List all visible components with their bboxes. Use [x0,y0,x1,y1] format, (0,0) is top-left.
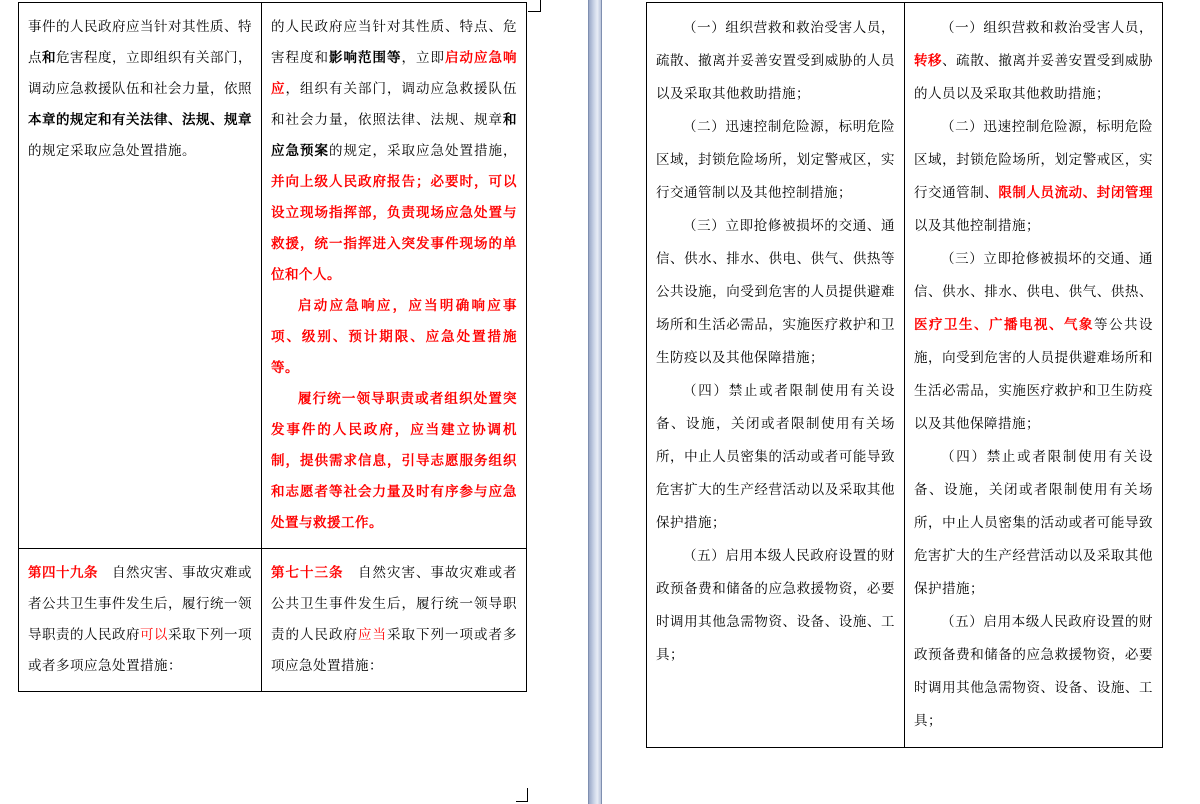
text-run: 采取下列一项或者多项应急处置措施： [28,627,252,673]
text-run: 自然灾害、事故灾难或者公共卫生事件发生后，履行统一领导职责的人民政府 [28,565,252,642]
paragraph [914,440,1153,605]
paragraph [271,557,517,681]
text-run: 采取下列一项或者多项应急处置措施： [271,627,517,673]
cell-text [28,557,252,681]
paragraph [914,242,1153,440]
text-run: （二）迅速控制危险源，标明危险区域，封锁危险场所，划定警戒区，实行交通管制以及其他控制措施； [656,119,895,200]
text-run: 启动应急响应，应当明确响应事项、级别、预计期限、应急处置措施等。 [271,298,517,375]
text-run: ，组织有关部门，调动应急救援队伍和社会力量，依照法律、法规、规章 [271,81,517,127]
comparison-table-left [18,2,527,692]
page-right-content [646,2,1162,792]
paragraph [656,374,895,539]
text-run: 应当 [358,627,387,642]
text-run: 履行统一领导职责或者组织处置突发事件的人民政府，应当建立协调机制，提供需求信息，引导志愿服务组织和志愿者等社会力量及时有序参与应急处置与救援工作。 [271,391,517,530]
text-run: （一）组织营救和救治受害人员，疏散、撤离并妥善安置受到威胁的人员以及采取其他救助措施； [656,20,895,101]
paragraph [656,539,895,671]
table-row [19,3,527,549]
new-law-article-72-continued [262,3,527,549]
paragraph [914,605,1153,737]
text-run: 限制人员流动、封闭管理 [998,185,1153,200]
cell-text [271,11,517,538]
text-run: 本章的规定和有关法律、法规、规章 [28,112,252,127]
text-run: 转移 [914,53,943,68]
text-run: 事件的人民政府应当针对其性质、特点 [28,19,252,65]
crop-mark-top-horizontal [528,11,541,12]
table-row [647,3,1163,748]
comparison-table-right [646,2,1163,748]
text-run: 自然灾害、事故灾难或者公共卫生事件发生后，履行统一领导职责的人民政府 [271,565,517,642]
text-run: 危害程度，立即组织有关部门，调动应急救援队伍和社会力量，依照 [28,50,252,96]
text-run: （五）启用本级人民政府设置的财政预备费和储备的应急救援物资，必要时调用其他急需物资、设备、设施、工具； [914,614,1153,728]
page-left-content [18,2,526,792]
crop-mark-bottom-vertical [527,788,528,802]
paragraph [656,11,895,110]
old-law-article-48-continued [19,3,262,549]
page-right [630,0,1200,804]
page-divider [560,0,630,804]
text-run: 的规定采取应急处置措施。 [28,143,196,158]
text-run: 启动应急响应 [271,50,517,96]
paragraph [656,209,895,374]
text-run: 以及其他控制措施； [914,218,1040,233]
new-law-article-73-items [905,3,1163,748]
text-run: 并向上级人民政府报告；必要时，可以设立现场指挥部，负责现场应急处置与救援，统一指挥进入突发事件现场的单位和个人。 [271,174,517,282]
text-run: 、疏散、撤离并妥善安置受到威胁的人员以及采取其他救助措施； [914,53,1153,101]
paragraph [914,11,1153,110]
cell-text [28,11,252,166]
paragraph [656,110,895,209]
paragraph [914,110,1153,242]
old-law-article-49-items [647,3,905,748]
text-run: ，立即 [401,50,445,65]
page-left [0,0,560,804]
text-run: 等公共设施，向受到危害的人员提供避难场所和生活必需品，实施医疗救护和卫生防疫以及其他保障措施； [914,317,1153,431]
text-run: （四）禁止或者限制使用有关设备、设施，关闭或者限制使用有关场所，中止人员密集的活动或者可能导致危害扩大的生产经营活动以及采取其他保护措施； [914,449,1153,596]
text-run: （三）立即抢修被损坏的交通、通信、供水、排水、供电、供气、供热等公共设施，向受到危害的人员提供避难场所和生活必需品，实施医疗救护和卫生防疫以及其他保障措施； [656,218,895,365]
cell-text [656,11,895,671]
text-run: （一）组织营救和救治受害人员， [941,20,1153,35]
text-run: 可以 [140,627,168,642]
text-run: （三）立即抢修被损坏的交通、通信、供水、排水、供电、供气、供热、 [914,251,1153,299]
cell-text [271,557,517,681]
table-body-right [647,3,1163,748]
cell-text [914,11,1153,737]
paragraph [28,557,252,681]
text-run: 和应急预案 [271,112,517,158]
text-run: 和 [42,50,56,65]
new-law-article-73 [262,549,527,692]
table-row [19,549,527,692]
paragraph [271,290,517,383]
text-run: 的规定，采取应急处置措施， [329,143,517,158]
table-body-left [19,3,527,692]
text-run: 的人民政府应当针对其性质、特点、危害程度和 [271,19,517,65]
text-run: 第四十九条 [28,565,98,580]
text-run: 医疗卫生、广播电视、气象 [914,317,1094,332]
text-run: （二）迅速控制危险源，标明危险区域，封锁危险场所，划定警戒区，实行交通管制、 [914,119,1153,200]
crop-mark-bottom-horizontal [516,801,528,802]
text-run: （五）启用本级人民政府设置的财政预备费和储备的应急救援物资，必要时调用其他急需物资、设备、设施、工具； [656,548,895,662]
text-run: 影响范围等 [329,50,402,65]
text-run: 第七十三条 [271,565,344,580]
paragraph [271,11,517,290]
text-run: （四）禁止或者限制使用有关设备、设施，关闭或者限制使用有关场所，中止人员密集的活动或者可能导致危害扩大的生产经营活动以及采取其他保护措施； [656,383,895,530]
page-divider-bar [588,0,602,804]
paragraph [271,383,517,538]
old-law-article-49 [19,549,262,692]
paragraph [28,11,252,166]
